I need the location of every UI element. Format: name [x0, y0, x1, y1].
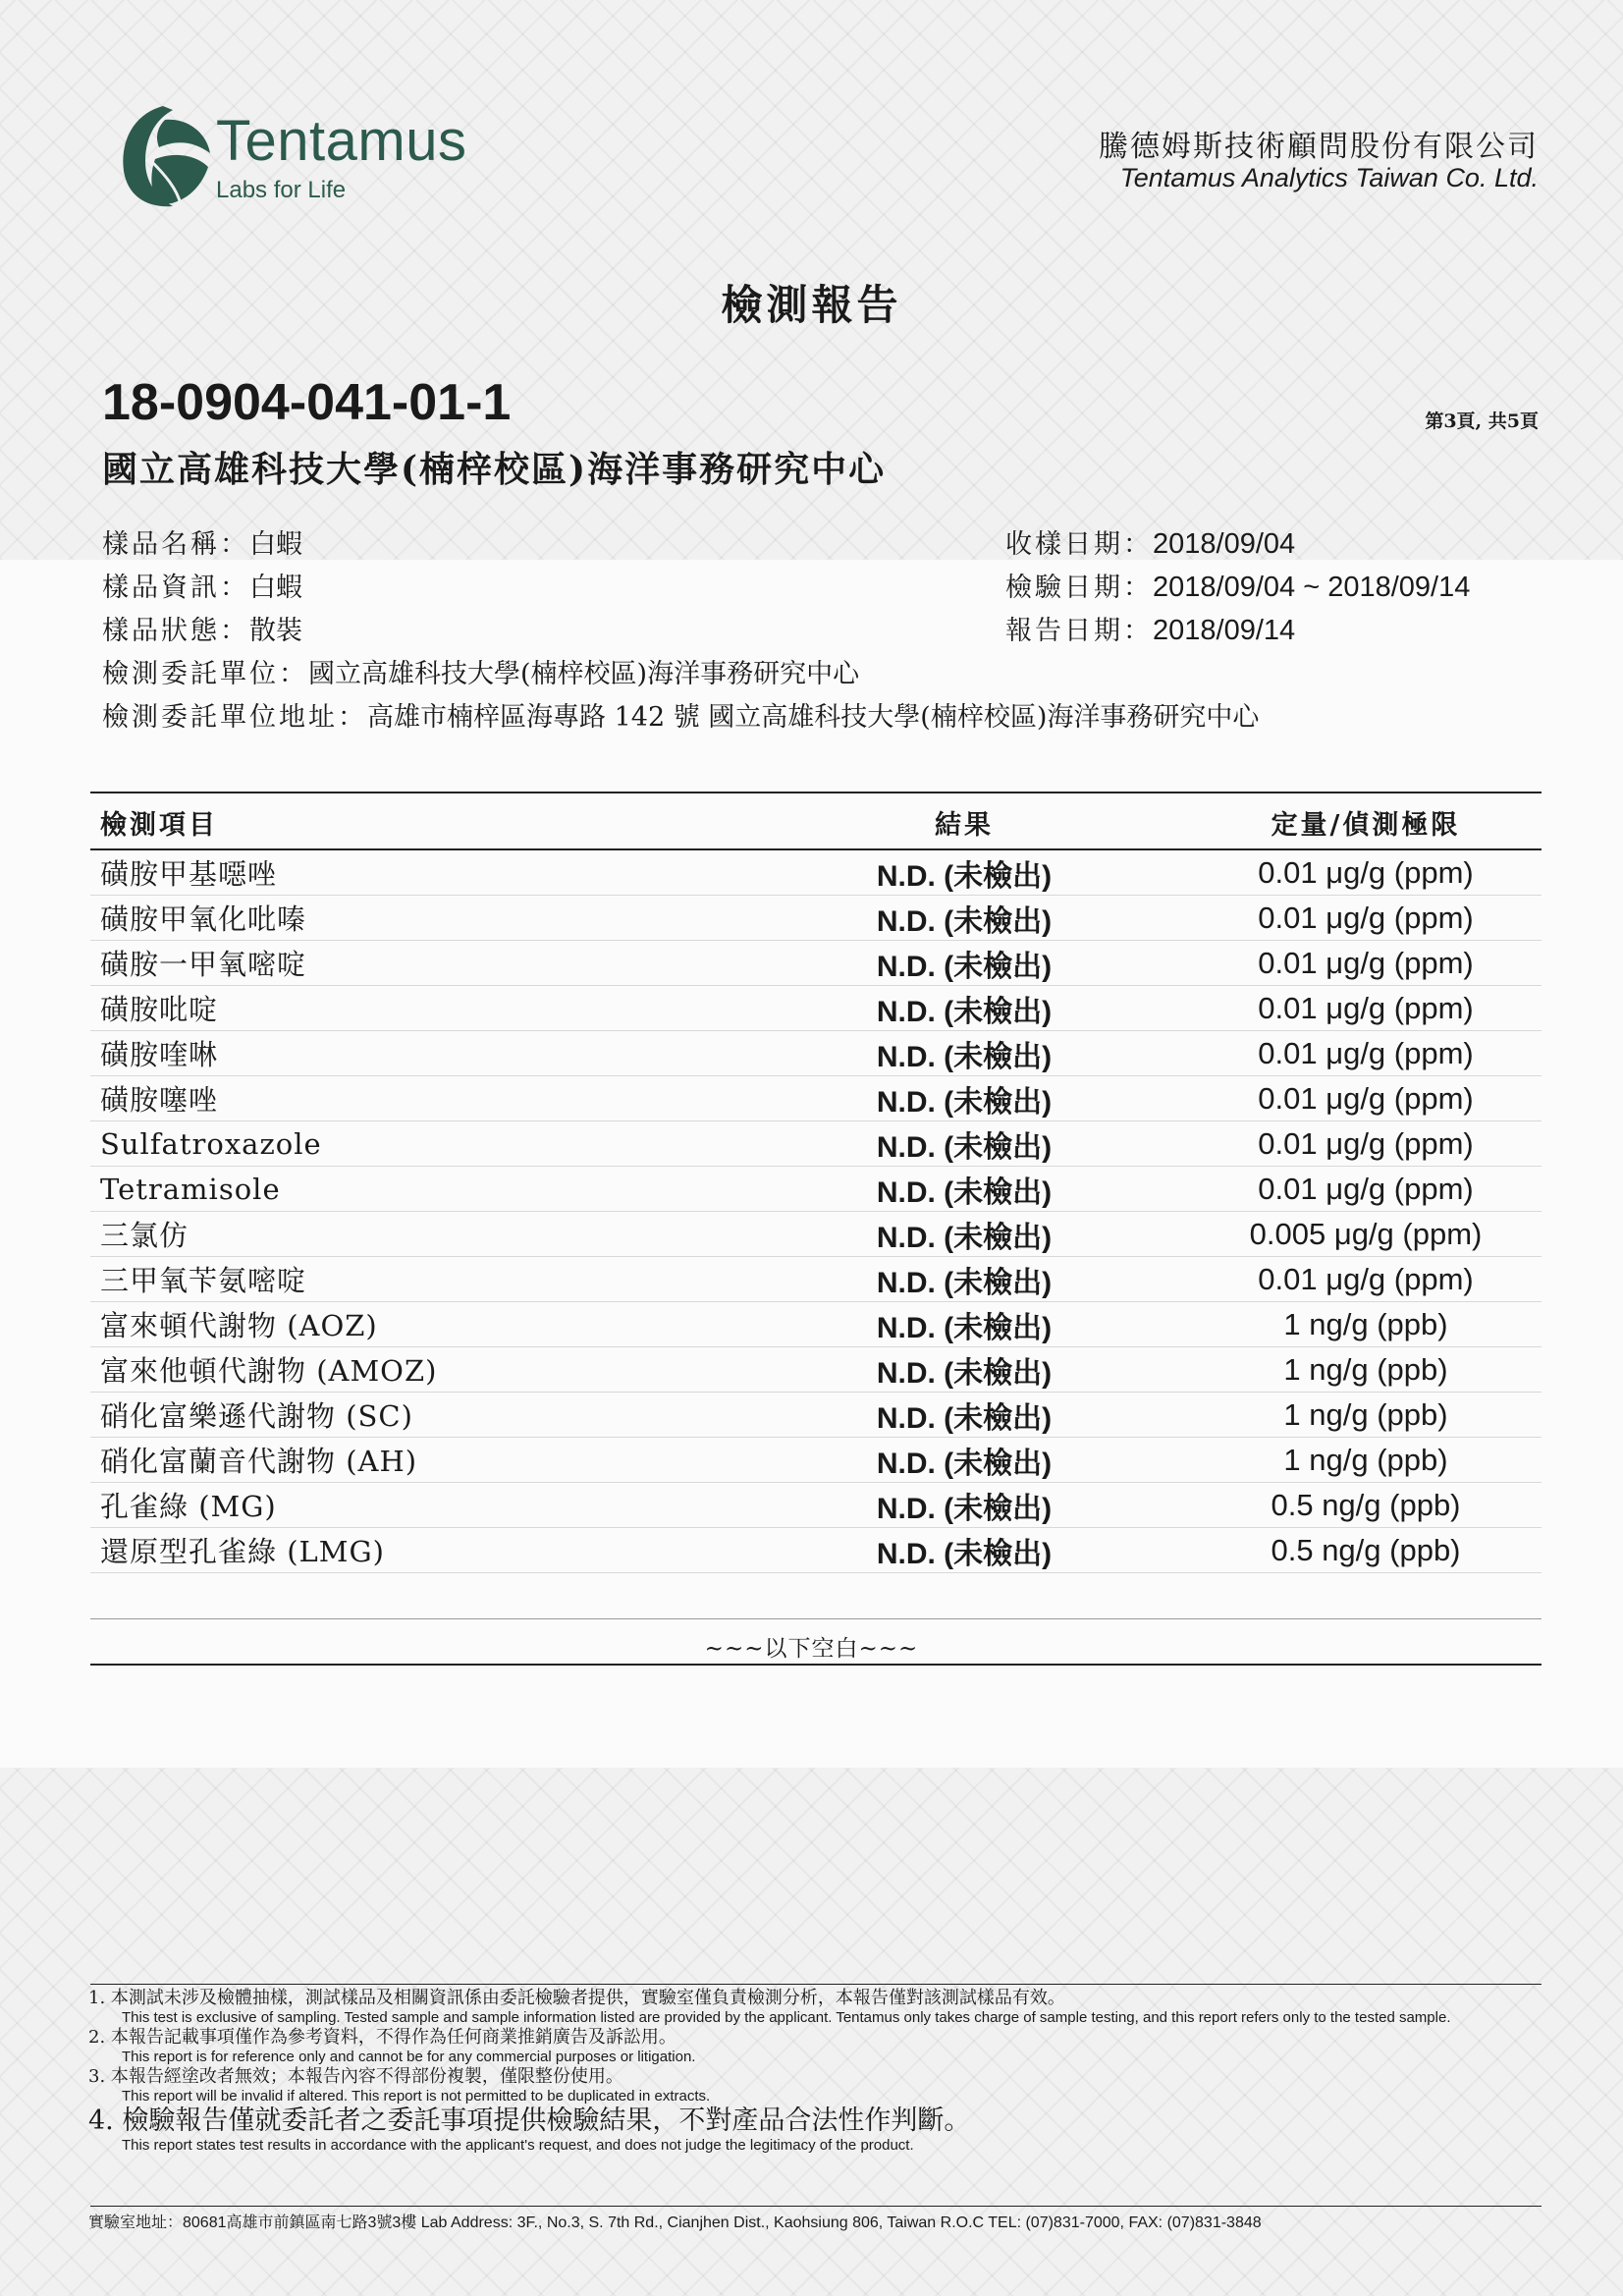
notes-top-rule — [90, 1984, 1542, 1985]
test-result: N.D. (未檢出) — [738, 1347, 1190, 1393]
test-result: N.D. (未檢出) — [738, 1257, 1190, 1302]
test-result: N.D. (未檢出) — [738, 1528, 1190, 1573]
table-row — [90, 1121, 1542, 1167]
report-date-row — [1005, 609, 1295, 647]
page-number: 第3頁, 共5頁 — [1425, 410, 1539, 432]
table-row — [90, 1528, 1542, 1573]
sample-info-value: 白蝦 — [249, 573, 302, 603]
test-result: N.D. (未檢出) — [738, 1076, 1190, 1121]
test-result: N.D. (未檢出) — [738, 941, 1190, 986]
test-item: 硝化富樂遜代謝物 (SC) — [90, 1393, 738, 1438]
sample-state-label: 樣品狀態： — [102, 616, 249, 646]
table-row — [90, 1438, 1542, 1483]
detection-limit: 1 ng/g (ppb) — [1190, 1438, 1542, 1483]
report-title: 檢測報告 — [721, 281, 902, 329]
detection-limit: 0.01 μg/g (ppm) — [1190, 1031, 1542, 1076]
test-date-label: 檢驗日期： — [1005, 573, 1153, 603]
end-bottom-rule — [90, 1664, 1542, 1666]
company-name-en: Tentamus Analytics Taiwan Co. Ltd. — [1119, 163, 1539, 192]
client-address-row — [102, 695, 1259, 734]
detection-limit: 0.005 μg/g (ppm) — [1190, 1212, 1542, 1257]
detection-limit: 1 ng/g (ppb) — [1190, 1347, 1542, 1393]
table-row — [90, 1212, 1542, 1257]
table-row — [90, 1347, 1542, 1393]
table-top-rule — [90, 792, 1542, 793]
client-row — [102, 652, 859, 690]
report-number: 18-0904-041-01-1 — [102, 374, 512, 431]
detection-limit: 0.01 μg/g (ppm) — [1190, 1076, 1542, 1121]
test-result: N.D. (未檢出) — [738, 849, 1190, 896]
detection-limit: 0.01 μg/g (ppm) — [1190, 1257, 1542, 1302]
sample-info-label: 樣品資訊： — [102, 573, 249, 603]
header-result: 結果 — [738, 795, 1190, 849]
client-address-value: 高雄市楠梓區海專路 142 號 國立高雄科技大學(楠梓校區)海洋事務研究中心 — [367, 702, 1260, 733]
table-row — [90, 1076, 1542, 1121]
test-item: 富來他頓代謝物 (AMOZ) — [90, 1347, 738, 1393]
sample-name-row — [102, 522, 302, 561]
received-date-value: 2018/09/04 — [1153, 528, 1296, 560]
received-date-row — [1005, 522, 1295, 561]
header-limit: 定量/偵測極限 — [1190, 795, 1542, 849]
report-date-value: 2018/09/14 — [1153, 615, 1296, 646]
table-row — [90, 1167, 1542, 1212]
detection-limit: 0.01 μg/g (ppm) — [1190, 1121, 1542, 1167]
leaf-logo-icon — [116, 102, 214, 210]
client-address-label: 檢測委託單位地址： — [102, 702, 367, 733]
test-item: 三甲氧苄氨嘧啶 — [90, 1257, 738, 1302]
test-result: N.D. (未檢出) — [738, 896, 1190, 941]
report-date-label: 報告日期： — [1005, 616, 1153, 646]
note-2-zh: 2. 本報告記載事項僅作為參考資料，不得作為任何商業推銷廣告及訴訟用。 — [88, 2027, 676, 2048]
logo-wordmark: Tentamus — [216, 109, 467, 173]
received-date-label: 收樣日期： — [1005, 529, 1153, 560]
detection-limit: 0.5 ng/g (ppb) — [1190, 1528, 1542, 1573]
table-end-rule — [90, 1618, 1542, 1619]
detection-limit: 1 ng/g (ppb) — [1190, 1393, 1542, 1438]
test-item: 磺胺噻唑 — [90, 1076, 738, 1121]
sample-name-label: 樣品名稱： — [102, 529, 249, 560]
detection-limit: 0.01 μg/g (ppm) — [1190, 986, 1542, 1031]
test-item: 三氯仿 — [90, 1212, 738, 1257]
table-row — [90, 896, 1542, 941]
test-result: N.D. (未檢出) — [738, 1393, 1190, 1438]
detection-limit: 0.01 μg/g (ppm) — [1190, 941, 1542, 986]
note-1-zh: 1. 本測試未涉及檢體抽樣，測試樣品及相關資訊係由委託檢驗者提供，實驗室僅負責檢測分析，本報告僅對該測試樣品有效。 — [88, 1988, 1065, 2008]
note-3-en: This report will be invalid if altered. This report is not permitted to be duplicated in extracts. — [122, 2088, 711, 2105]
test-date-row — [1005, 566, 1470, 604]
sample-state-value: 散裝 — [249, 616, 302, 646]
table-row — [90, 941, 1542, 986]
client-value: 國立高雄科技大學(楠梓校區)海洋事務研究中心 — [308, 659, 860, 689]
client-label: 檢測委託單位： — [102, 659, 308, 689]
test-item: 孔雀綠 (MG) — [90, 1483, 738, 1528]
table-row — [90, 1483, 1542, 1528]
results-table — [90, 795, 1542, 1573]
test-item: 富來頓代謝物 (AOZ) — [90, 1302, 738, 1347]
test-item: 磺胺甲氧化吡嗪 — [90, 896, 738, 941]
test-item: 磺胺喹啉 — [90, 1031, 738, 1076]
detection-limit: 1 ng/g (ppb) — [1190, 1302, 1542, 1347]
detection-limit: 0.5 ng/g (ppb) — [1190, 1483, 1542, 1528]
table-row — [90, 849, 1542, 896]
detection-limit: 0.01 μg/g (ppm) — [1190, 849, 1542, 896]
sample-state-row — [102, 609, 302, 647]
detection-limit: 0.01 μg/g (ppm) — [1190, 896, 1542, 941]
test-result: N.D. (未檢出) — [738, 986, 1190, 1031]
test-item: 磺胺甲基噁唑 — [90, 849, 738, 896]
test-item: Sulfatroxazole — [90, 1121, 738, 1167]
test-item: 磺胺一甲氧嘧啶 — [90, 941, 738, 986]
table-row — [90, 1302, 1542, 1347]
lab-address: 實驗室地址：80681高雄市前鎮區南七路3號3樓 Lab Address: 3F., No.3, S. 7th Rd., Cianjhen Dist., Kaohsiung 806, Taiwan R.O.C TEL: (07)831-7000, FAX: (07)831-3848 — [88, 2214, 1262, 2231]
table-header-row — [90, 795, 1542, 849]
sample-name-value: 白蝦 — [249, 529, 302, 560]
test-item: 磺胺吡啶 — [90, 986, 738, 1031]
client-organization: 國立高雄科技大學(楠梓校區)海洋事務研究中心 — [102, 449, 887, 490]
test-result: N.D. (未檢出) — [738, 1438, 1190, 1483]
table-row — [90, 1393, 1542, 1438]
company-name-zh: 騰德姆斯技術顧問股份有限公司 — [1099, 130, 1539, 164]
end-of-report-note: ~~~以下空白~~~ — [704, 1636, 919, 1662]
header-item: 檢測項目 — [90, 795, 738, 849]
footer-rule — [90, 2206, 1542, 2207]
note-4-en: This report states test results in accordance with the applicant's request, and does not judge the legitimacy of the product. — [122, 2137, 914, 2154]
sample-info-row — [102, 566, 302, 604]
table-row — [90, 986, 1542, 1031]
note-4-zh: 4. 檢驗報告僅就委託者之委託事項提供檢驗結果，不對產品合法性作判斷。 — [88, 2105, 971, 2136]
table-row — [90, 1257, 1542, 1302]
test-item: 還原型孔雀綠 (LMG) — [90, 1528, 738, 1573]
detection-limit: 0.01 μg/g (ppm) — [1190, 1167, 1542, 1212]
test-result: N.D. (未檢出) — [738, 1031, 1190, 1076]
note-2-en: This report is for reference only and cannot be for any commercial purposes or litigation. — [122, 2049, 696, 2065]
test-item: 硝化富蘭音代謝物 (AH) — [90, 1438, 738, 1483]
test-date-value: 2018/09/04 ~ 2018/09/14 — [1153, 572, 1471, 603]
logo-tagline: Labs for Life — [216, 177, 347, 203]
tentamus-logo — [116, 102, 509, 210]
note-1-en: This test is exclusive of sampling. Tested sample and sample information listed are provided by the applicant. Tentamus only takes charge of sample testing, and this report refers only to the tested sample. — [122, 2009, 1451, 2026]
test-item: Tetramisole — [90, 1167, 738, 1212]
test-result: N.D. (未檢出) — [738, 1167, 1190, 1212]
note-3-zh: 3. 本報告經塗改者無效；本報告內容不得部份複製，僅限整份使用。 — [88, 2066, 623, 2087]
test-result: N.D. (未檢出) — [738, 1212, 1190, 1257]
test-result: N.D. (未檢出) — [738, 1121, 1190, 1167]
test-result: N.D. (未檢出) — [738, 1302, 1190, 1347]
table-row — [90, 1031, 1542, 1076]
test-result: N.D. (未檢出) — [738, 1483, 1190, 1528]
disclaimer-notes — [88, 1988, 1542, 2155]
